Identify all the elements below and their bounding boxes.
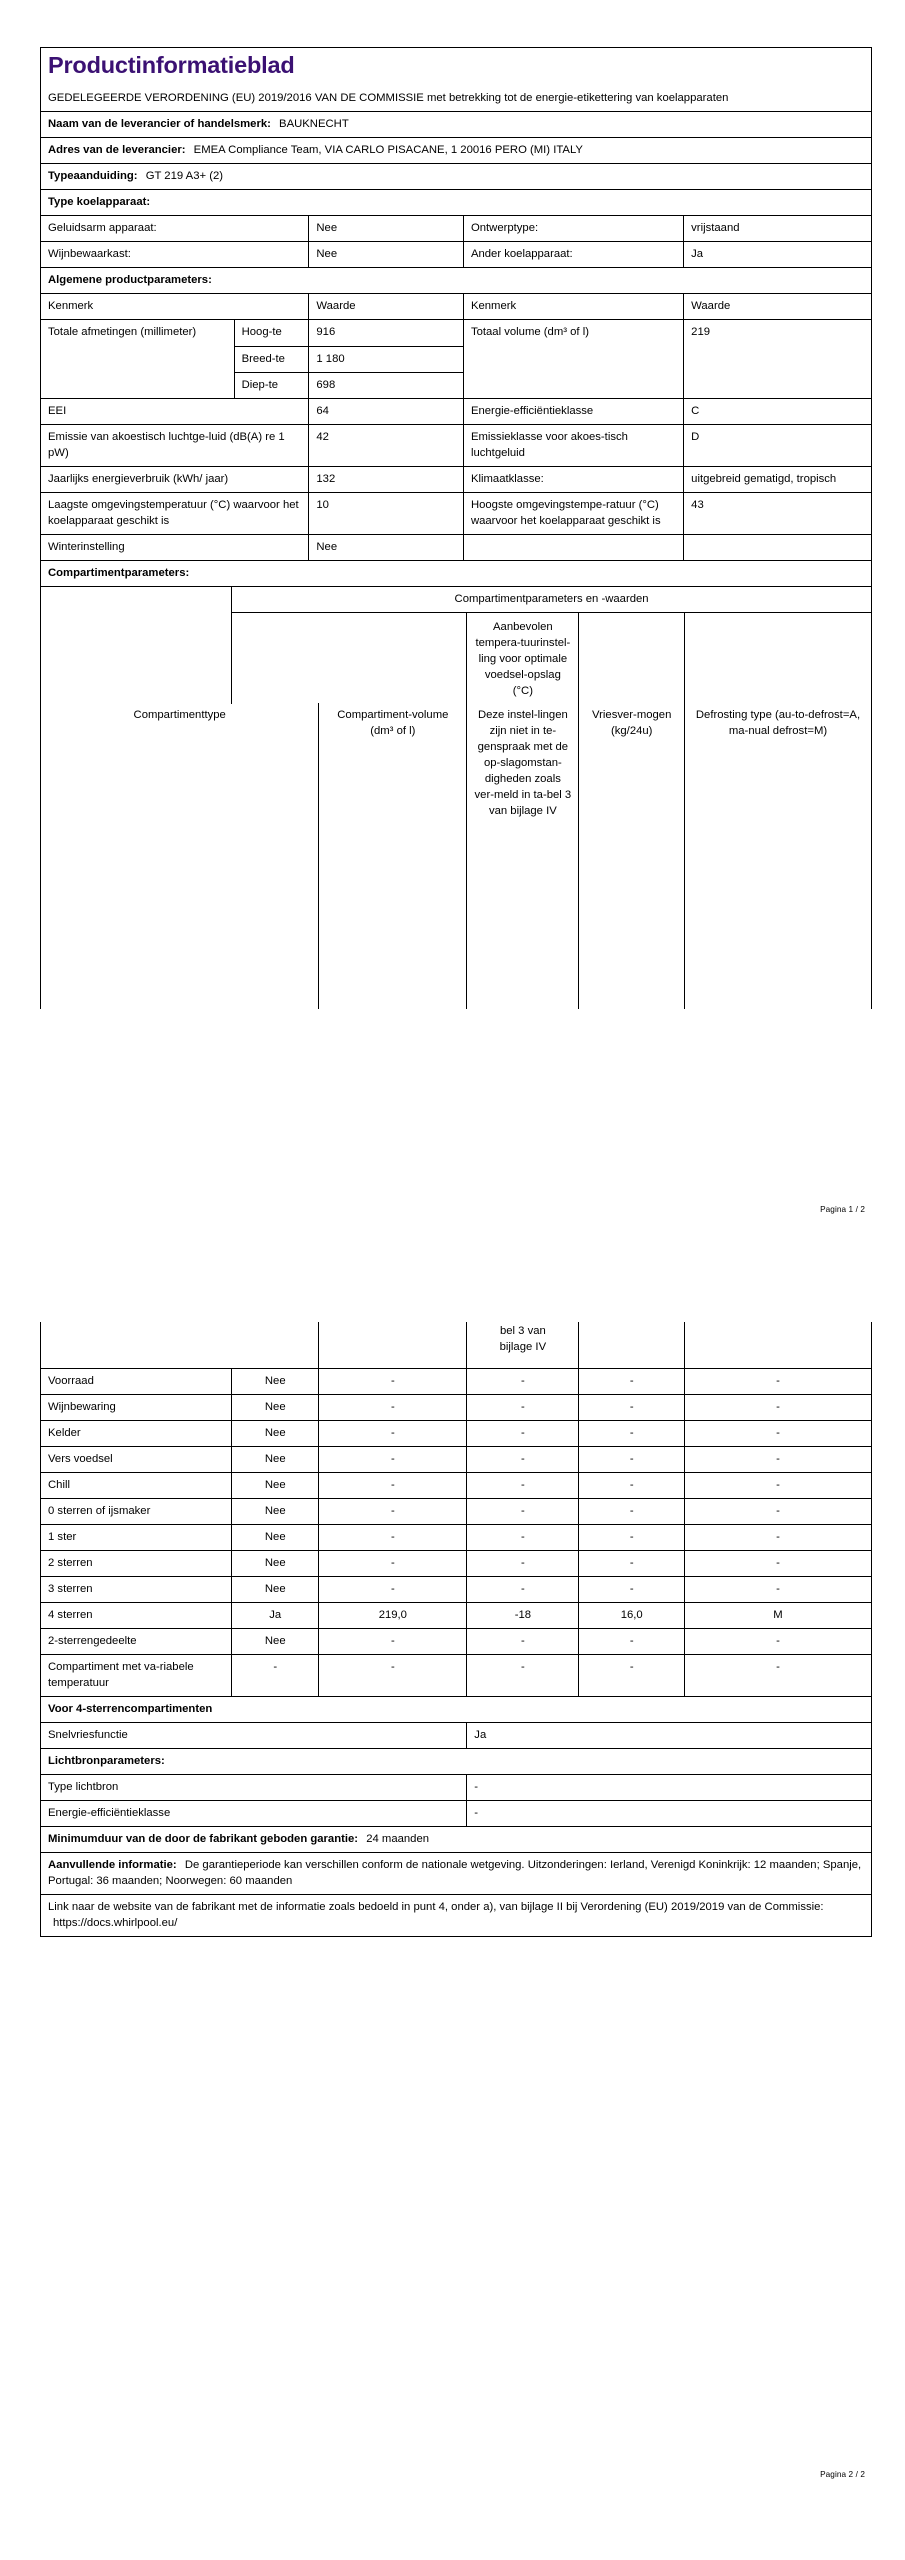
compartment-freezing-cell: -: [579, 1576, 685, 1602]
min-ambient-temp-value: 10: [309, 492, 464, 534]
energy-class-value: C: [684, 398, 872, 424]
general-parameters-section-title: Algemene productparameters:: [41, 268, 872, 294]
compartment-type-cell: 2-sterrengedeelte: [41, 1628, 232, 1654]
eei-label: EEI: [41, 398, 309, 424]
table-row: [41, 492, 872, 534]
compartment-type-cell: Compartiment met va-riabele temperatuur: [41, 1654, 232, 1696]
compartment-volume-cell: -: [319, 1576, 467, 1602]
climate-class-value: uitgebreid gematigd, tropisch: [684, 466, 872, 492]
continuation-temp-line-a: bel 3 van: [499, 1325, 546, 1337]
dimension-depth-value: 698: [309, 372, 464, 398]
max-ambient-temp-label: Hoogste omgevingstempe-ratuur (°C) waarvoor het koelapparaat geschikt is: [463, 492, 683, 534]
general-parameters-table: [40, 189, 872, 587]
supplier-name-label: Naam van de leverancier of handelsmerk:: [48, 118, 271, 131]
compartment-rows-table: [40, 1368, 872, 1697]
compartment-freezing-cell: -: [579, 1446, 685, 1472]
noise-emission-label: Emissie van akoestisch luchtge-luid (dB(A) re 1 pW): [41, 424, 309, 466]
table-row: [41, 1895, 872, 1937]
page-2: [0, 1280, 905, 2560]
table-row: [41, 1394, 872, 1420]
page-2-footer: Pagina 2 / 2: [820, 2470, 865, 2479]
max-ambient-temp-value: 43: [684, 492, 872, 534]
design-type-label: Ontwerptype:: [463, 216, 683, 242]
compartment-temp-cell: -: [467, 1446, 579, 1472]
table-row: [41, 534, 872, 560]
compartment-type-cell: Vers voedsel: [41, 1446, 232, 1472]
winter-setting-empty-2: [684, 534, 872, 560]
table-row: [41, 242, 872, 268]
compartment-volume-header-cell: [232, 612, 467, 704]
extra-info-cell: [41, 1853, 872, 1895]
light-source-class-value: -: [467, 1801, 872, 1827]
total-volume-value: 219: [684, 320, 872, 398]
table-row: [41, 216, 872, 242]
compartment-type-cell: 0 sterren of ijsmaker: [41, 1498, 232, 1524]
dimension-width-value: 1 180: [309, 346, 464, 372]
continuation-temp-cell: [467, 1322, 579, 1368]
compartment-group-header: Compartimentparameters en -waarden: [232, 586, 872, 612]
dimension-depth-label: Diep-te: [234, 372, 309, 398]
compartment-defrost-cell: M: [684, 1602, 871, 1628]
page-1-content: [40, 47, 872, 1009]
supplier-name-value: BAUKNECHT: [279, 118, 349, 131]
warranty-label: Minimumduur van de door de fabrikant geboden garantie:: [48, 1833, 359, 1846]
compartment-rows-body: [41, 1368, 872, 1696]
table-row: [41, 1472, 872, 1498]
table-row: [41, 424, 872, 466]
continuation-type-cell: [41, 1322, 319, 1368]
total-dimensions-label: Totale afmetingen (millimeter): [41, 320, 235, 398]
compartment-volume-header: Compartiment-volume (dm³ of l): [319, 703, 467, 1009]
compartment-type-cell: 2 sterren: [41, 1550, 232, 1576]
other-appliance-value: Ja: [684, 242, 872, 268]
compartment-freezing-cell: -: [579, 1550, 685, 1576]
dimension-width-label: Breed-te: [234, 346, 309, 372]
model-value: GT 219 A3+ (2): [145, 170, 224, 183]
compartment-defrost-cell: -: [684, 1654, 871, 1696]
table-row: [41, 1368, 872, 1394]
recommended-temp-header-note: [467, 703, 579, 1009]
table-row: [41, 1524, 872, 1550]
eei-value: 64: [309, 398, 464, 424]
table-row: [41, 112, 872, 138]
table-row: [41, 703, 872, 1009]
table-row: [41, 294, 872, 320]
compartment-type-cell: Voorraad: [41, 1368, 232, 1394]
dimension-height-label: Hoog-te: [234, 320, 309, 346]
climate-class-label: Klimaatklasse:: [463, 466, 683, 492]
warranty-value: 24 maanden: [366, 1833, 430, 1846]
compartment-temp-cell: -: [467, 1498, 579, 1524]
table-row: [41, 1602, 872, 1628]
compartment-defrost-cell: -: [684, 1524, 871, 1550]
recommended-temp-header: [467, 612, 579, 704]
wine-cabinet-value: Nee: [309, 242, 464, 268]
compartment-temp-cell: -: [467, 1368, 579, 1394]
table-row: [41, 1654, 872, 1696]
extra-info-label: Aanvullende informatie:: [48, 1859, 177, 1872]
compartment-present-cell: Nee: [232, 1446, 319, 1472]
compartment-temp-cell: -: [467, 1420, 579, 1446]
manufacturer-link-url[interactable]: https://docs.whirlpool.eu/: [53, 1917, 178, 1930]
defrost-type-header-cell: [684, 612, 871, 704]
winter-setting-value: Nee: [309, 534, 464, 560]
compartment-present-cell: Nee: [232, 1394, 319, 1420]
table-row: [41, 1576, 872, 1602]
waarde-header-right: Waarde: [684, 294, 872, 320]
supplier-address-cell: [41, 138, 872, 164]
manufacturer-link-text: Link naar de website van de fabrikant met de informatie zoals bedoeld in punt 4, onder a), van bijlage II bij Verordening (EU) 2019/2019 van de Commissie:: [48, 1901, 824, 1914]
noise-emission-value: 42: [309, 424, 464, 466]
compartment-defrost-cell: -: [684, 1498, 871, 1524]
table-row: [41, 1322, 872, 1368]
compartment-present-cell: Nee: [232, 1368, 319, 1394]
kenmerk-header-right: Kenmerk: [463, 294, 683, 320]
dimension-height-value: 916: [309, 320, 464, 346]
fast-freeze-value: Ja: [467, 1722, 872, 1748]
compartment-parameters-section-title: Compartimentparameters:: [41, 560, 872, 586]
min-ambient-temp-label: Laagste omgevingstemperatuur (°C) waarvoor het koelapparaat geschikt is: [41, 492, 309, 534]
compartment-type-cell: Kelder: [41, 1420, 232, 1446]
compartment-defrost-cell: -: [684, 1368, 871, 1394]
compartment-present-cell: Nee: [232, 1576, 319, 1602]
model-cell: [41, 164, 872, 190]
compartment-freezing-cell: -: [579, 1628, 685, 1654]
compartment-temp-cell: -: [467, 1524, 579, 1550]
compartment-volume-cell: 219,0: [319, 1602, 467, 1628]
compartment-temp-cell: -: [467, 1654, 579, 1696]
compartment-type-header-spacer: [41, 586, 232, 704]
page-title: Productinformatieblad: [48, 52, 295, 78]
supplier-address-value: EMEA Compliance Team, VIA CARLO PISACANE, 1 20016 PERO (MI) ITALY: [193, 144, 583, 157]
compartment-defrost-cell: -: [684, 1472, 871, 1498]
compartment-volume-cell: -: [319, 1472, 467, 1498]
compartment-temp-cell: -: [467, 1394, 579, 1420]
winter-setting-label: Winterinstelling: [41, 534, 309, 560]
manufacturer-link-cell: [41, 1895, 872, 1937]
annual-energy-value: 132: [309, 466, 464, 492]
supplier-name-cell: [41, 112, 872, 138]
waarde-header-left: Waarde: [309, 294, 464, 320]
compartment-temp-cell: -18: [467, 1602, 579, 1628]
fast-freeze-label: Snelvriesfunctie: [41, 1722, 467, 1748]
compartment-present-cell: Nee: [232, 1472, 319, 1498]
compartment-type-cell: 1 ster: [41, 1524, 232, 1550]
total-volume-label: Totaal volume (dm³ of l): [463, 320, 683, 398]
recommended-temp-header-line1: Aanbevolen tempera-tuurinstel-ling voor optimale voedsel-opslag (°C): [475, 620, 571, 697]
table-row: [41, 1853, 872, 1895]
compartment-defrost-cell: -: [684, 1628, 871, 1654]
four-star-section-title: Voor 4-sterrencompartimenten: [41, 1696, 872, 1722]
table-row: [41, 320, 872, 346]
compartment-present-cell: Nee: [232, 1524, 319, 1550]
recommended-temp-header-line2: Deze instel-lingen zijn niet in te-genspraak met de op-slagomstan-digheden zoals ver-meld in ta-bel 3 van bijlage IV: [474, 709, 572, 818]
compartment-type-cell: Chill: [41, 1472, 232, 1498]
light-source-type-value: -: [467, 1775, 872, 1801]
low-noise-value: Nee: [309, 216, 464, 242]
compartment-present-cell: Nee: [232, 1498, 319, 1524]
design-type-value: vrijstaand: [684, 216, 872, 242]
compartment-defrost-cell: -: [684, 1550, 871, 1576]
light-source-section-title: Lichtbronparameters:: [41, 1748, 872, 1774]
light-source-class-label: Energie-efficiëntieklasse: [41, 1801, 467, 1827]
compartment-volume-cell: -: [319, 1420, 467, 1446]
page-2-content: [40, 1322, 872, 1937]
appliance-type-section-title: Type koelapparaat:: [41, 190, 872, 216]
compartment-header-continuation: [40, 1322, 872, 1369]
table-row: [41, 586, 872, 612]
compartment-freezing-cell: -: [579, 1368, 685, 1394]
compartment-volume-cell: -: [319, 1394, 467, 1420]
compartment-type-header: Compartimenttype: [41, 703, 319, 1009]
compartment-freezing-cell: -: [579, 1394, 685, 1420]
compartment-type-cell: 4 sterren: [41, 1602, 232, 1628]
compartment-present-cell: Nee: [232, 1420, 319, 1446]
regulation-text: GEDELEGEERDE VERORDENING (EU) 2019/2016 VAN DE COMMISSIE met betrekking tot de energie-etikettering van koelapparaten: [48, 91, 729, 104]
compartment-temp-cell: -: [467, 1628, 579, 1654]
model-label: Typeaanduiding:: [48, 170, 138, 183]
freezing-capacity-header-cell: [579, 612, 685, 704]
other-appliance-label: Ander koelapparaat:: [463, 242, 683, 268]
compartment-freezing-cell: 16,0: [579, 1602, 685, 1628]
table-row: [41, 1722, 872, 1748]
table-row: [41, 1550, 872, 1576]
table-row: [41, 1420, 872, 1446]
table-row: [41, 164, 872, 190]
compartment-header-table-body: [40, 703, 872, 1009]
compartment-freezing-cell: -: [579, 1498, 685, 1524]
table-row: [41, 268, 872, 294]
compartment-volume-cell: -: [319, 1550, 467, 1576]
compartment-volume-cell: -: [319, 1368, 467, 1394]
energy-class-label: Energie-efficiëntieklasse: [463, 398, 683, 424]
continuation-freezing-cell: [579, 1322, 685, 1368]
table-row: [41, 1696, 872, 1722]
table-row: [41, 1827, 872, 1853]
compartment-type-cell: 3 sterren: [41, 1576, 232, 1602]
continuation-volume-cell: [319, 1322, 467, 1368]
compartment-volume-cell: -: [319, 1654, 467, 1696]
low-noise-label: Geluidsarm apparaat:: [41, 216, 309, 242]
annual-energy-label: Jaarlijks energieverbruik (kWh/ jaar): [41, 466, 309, 492]
compartment-present-cell: -: [232, 1654, 319, 1696]
table-row: [41, 1628, 872, 1654]
extra-info-value: De garantieperiode kan verschillen conform de nationale wetgeving. Uitzonderingen: Ierland, Verenigd Koninkrijk: 12 maanden; Spanje, Portugal: 36 maanden; Noorwegen: 60 maanden: [48, 1859, 862, 1888]
compartment-present-cell: Ja: [232, 1602, 319, 1628]
compartment-defrost-cell: -: [684, 1576, 871, 1602]
table-row: [41, 560, 872, 586]
compartment-defrost-cell: -: [684, 1394, 871, 1420]
table-row: [41, 1801, 872, 1827]
table-row: [41, 138, 872, 164]
light-source-type-label: Type lichtbron: [41, 1775, 467, 1801]
compartment-volume-cell: -: [319, 1524, 467, 1550]
page-1-footer: Pagina 1 / 2: [820, 1205, 865, 1214]
freezing-capacity-header: Vriesver-mogen (kg/24u): [579, 703, 685, 1009]
compartment-present-cell: Nee: [232, 1550, 319, 1576]
compartment-temp-cell: -: [467, 1550, 579, 1576]
table-row: [41, 466, 872, 492]
noise-class-value: D: [684, 424, 872, 466]
compartment-temp-cell: -: [467, 1576, 579, 1602]
wine-cabinet-label: Wijnbewaarkast:: [41, 242, 309, 268]
compartment-present-cell: Nee: [232, 1628, 319, 1654]
continuation-defrost-cell: [684, 1322, 871, 1368]
compartment-temp-cell: -: [467, 1472, 579, 1498]
table-row: [41, 1775, 872, 1801]
compartment-volume-cell: -: [319, 1498, 467, 1524]
compartment-defrost-cell: -: [684, 1446, 871, 1472]
noise-class-label: Emissieklasse voor akoes-tisch luchtgeluid: [463, 424, 683, 466]
table-row: [41, 398, 872, 424]
table-row: [41, 1446, 872, 1472]
table-row: [41, 1748, 872, 1774]
compartment-type-cell: Wijnbewaring: [41, 1394, 232, 1420]
compartment-volume-cell: -: [319, 1628, 467, 1654]
kenmerk-header-left: Kenmerk: [41, 294, 309, 320]
compartment-volume-cell: -: [319, 1446, 467, 1472]
header-table: [40, 47, 872, 190]
compartment-freezing-cell: -: [579, 1472, 685, 1498]
table-row: [41, 1498, 872, 1524]
winter-setting-empty-1: [463, 534, 683, 560]
defrost-type-header: Defrosting type (au-to-defrost=A, ma-nual defrost=M): [684, 703, 871, 1009]
compartment-defrost-cell: -: [684, 1420, 871, 1446]
supplier-address-label: Adres van de leverancier:: [48, 144, 186, 157]
compartment-header-table: [40, 586, 872, 704]
compartment-freezing-cell: -: [579, 1524, 685, 1550]
table-row: [41, 48, 872, 112]
document-header-cell: [41, 48, 872, 112]
compartment-freezing-cell: -: [579, 1654, 685, 1696]
continuation-temp-line-b: bijlage IV: [499, 1341, 547, 1354]
footer-details-table: [40, 1696, 872, 1937]
warranty-cell: [41, 1827, 872, 1853]
compartment-freezing-cell: -: [579, 1420, 685, 1446]
table-row: [41, 190, 872, 216]
